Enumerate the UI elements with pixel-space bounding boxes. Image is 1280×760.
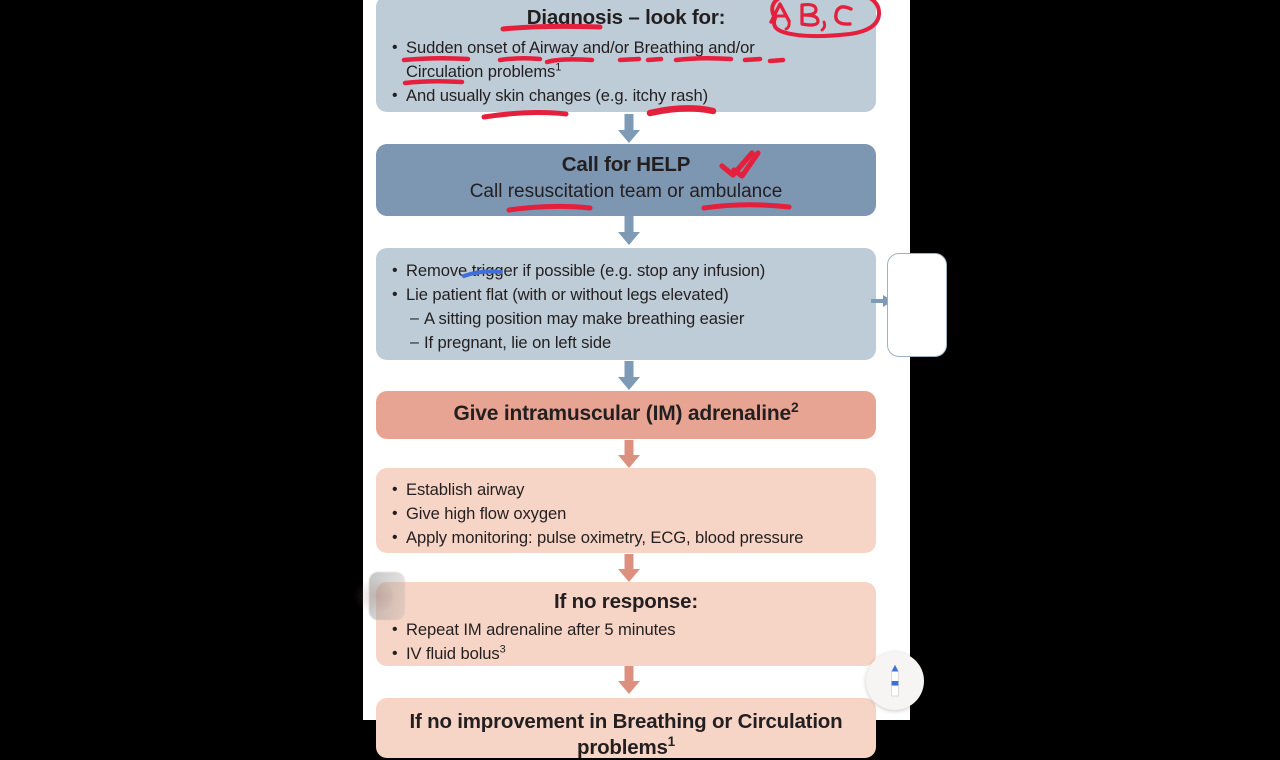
box-if-no-improvement[interactable] xyxy=(376,698,876,758)
if-no-response-bullets xyxy=(390,618,862,666)
box-side-partial[interactable] xyxy=(887,253,947,357)
list-item: • And usually skin changes (e.g. itchy rash) xyxy=(390,84,862,108)
list-item: • IV fluid bolus$^3$ xyxy=(390,642,862,666)
list-item: – A sitting position may make breathing easier xyxy=(390,307,862,331)
arrow-initial-to-adrenaline xyxy=(609,361,649,393)
list-item: Circulation problems$^1$ xyxy=(406,61,562,81)
give-adrenaline-title: Give intramuscular (IM) adrenaline$^2$ xyxy=(453,399,799,425)
footnote-ref: 1 xyxy=(667,733,675,749)
box-call-for-help[interactable] xyxy=(376,144,876,216)
footnote-ref: 3 xyxy=(499,643,506,656)
arrow-diagnosis-to-help xyxy=(609,114,649,144)
box-diagnosis[interactable] xyxy=(376,0,876,112)
arrow-supportive-to-noresponse xyxy=(609,554,649,584)
list-item: • Lie patient flat (with or without legs elevated) xyxy=(390,283,862,307)
list-item: • Sudden onset of Airway and/or Breathing and/or xyxy=(390,36,862,60)
if-no-response-title: If no response: xyxy=(554,590,698,613)
diagnosis-bullets xyxy=(390,36,862,108)
call-for-help-subtitle: Call resuscitation team or ambulance xyxy=(469,180,783,202)
diagnosis-title: Diagnosis – look for: xyxy=(526,6,726,29)
list-item: – If pregnant, lie on left side xyxy=(390,331,862,355)
call-for-help-title: Call for HELP xyxy=(561,153,691,176)
document-page[interactable] xyxy=(363,0,910,759)
box-give-adrenaline[interactable] xyxy=(376,391,876,439)
arrow-help-to-initial xyxy=(609,216,649,248)
box-supportive-care[interactable] xyxy=(376,468,876,553)
stylus-pen-button[interactable] xyxy=(866,652,924,710)
supportive-care-bullets xyxy=(390,478,862,550)
arrow-adrenaline-to-supportive xyxy=(609,440,649,470)
stylus-pen-icon xyxy=(866,652,924,710)
footnote-ref: 1 xyxy=(555,61,562,74)
list-item: • Apply monitoring: pulse oximetry, ECG, blood pressure xyxy=(390,526,862,550)
footnote-ref: 2 xyxy=(790,399,799,415)
if-no-improvement-title: If no improvement in Breathing or Circulation problems$^1$ xyxy=(409,710,843,759)
list-item: • Repeat IM adrenaline after 5 minutes xyxy=(390,618,862,642)
list-item: • Give high flow oxygen xyxy=(390,502,862,526)
box-if-no-response[interactable] xyxy=(376,582,876,666)
list-item: • Remove trigger if possible (e.g. stop any infusion) xyxy=(390,259,862,283)
initial-actions-bullets xyxy=(390,259,862,355)
list-item: • Establish airway xyxy=(390,478,862,502)
page-drag-handle[interactable] xyxy=(369,572,405,620)
arrow-noresponse-to-noimprovement xyxy=(609,666,649,696)
box-initial-actions[interactable] xyxy=(376,248,876,360)
